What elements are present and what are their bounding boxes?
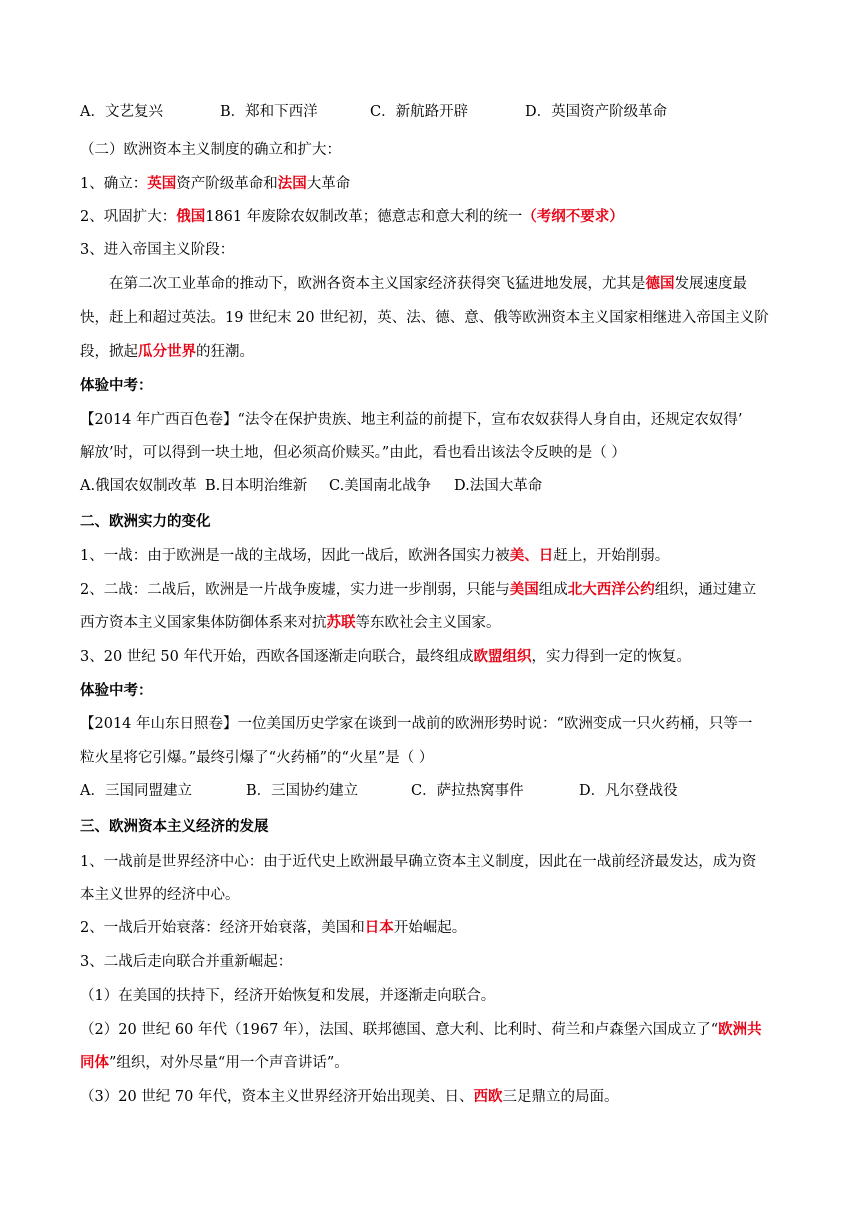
option-a: A．文艺复兴 — [80, 104, 163, 120]
question-text: 【2014 年广西百色卷】“法令在保护贵族、地主利益的前提下，宣布农奴获得人身自由，还规定农奴得’ — [80, 412, 743, 428]
highlight: 俄国 — [176, 208, 206, 225]
question-options — [80, 781, 678, 801]
text-line: 1、一战前是世界经济中心：由于近代史上欧洲最早确立资本主义制度，因此在一战前经济最发达，成为资 — [80, 854, 757, 870]
option-d: D．英国资产阶级革命 — [525, 104, 668, 120]
option-a: A.俄国农奴制改革 — [80, 478, 197, 494]
paragraph-line — [80, 342, 254, 362]
option-d: D.法国大革命 — [454, 478, 543, 494]
text: 组成 — [538, 582, 568, 598]
text-line: 3、进入帝国主义阶段： — [80, 242, 235, 258]
text: 发展速度最 — [674, 276, 747, 292]
option-a: A．三国同盟建立 — [80, 783, 192, 799]
text: （3）20 世纪 70 年代，资本主义世界经济开始出现美、日、 — [80, 1089, 474, 1105]
text-line — [80, 647, 691, 667]
highlight: 西欧 — [473, 1088, 503, 1105]
text-line — [80, 174, 350, 194]
option-c: C．萨拉热窝事件 — [411, 783, 524, 799]
text-line: 本主义世界的经济中心。 — [80, 887, 240, 903]
option-c: C．新航路开辟 — [370, 104, 469, 120]
option-b: B．郑和下西洋 — [220, 104, 318, 120]
text: 开始崛起。 — [393, 920, 467, 936]
highlight: 欧洲共 — [718, 1021, 762, 1038]
exam-heading: 体验中考： — [80, 377, 153, 394]
highlight: 德国 — [645, 275, 675, 292]
section-title: 二、欧洲实力的变化 — [80, 513, 211, 530]
paragraph-line: 快，赶上和超过英法。19 世纪末 20 世纪初，英、法、德、意、俄等欧洲资本主义国家相继进入帝国主义阶 — [80, 310, 769, 326]
option-c: C.美国南北战争 — [329, 478, 432, 494]
text: 1、一战：由于欧洲是一战的主战场，因此一战后，欧洲各国实力被 — [80, 548, 510, 564]
option-b: B．三国协约建立 — [246, 783, 359, 799]
text: 的狂潮。 — [196, 344, 254, 360]
text: 等东欧社会主义国家。 — [355, 615, 501, 631]
highlight: 法国 — [277, 175, 307, 192]
text: ，实力得到一定的恢复。 — [531, 649, 691, 665]
text-line — [80, 207, 624, 227]
exam-heading: 体验中考： — [80, 682, 153, 699]
highlight: （考纲不要求） — [522, 208, 624, 225]
highlight: 同体 — [80, 1054, 109, 1071]
text-line — [80, 1087, 618, 1107]
text: （2）20 世纪 60 年代（1967 年），法国、联邦德国、意大利、比利时、荷兰和卢森堡六国成立了“ — [80, 1022, 719, 1038]
text-line — [80, 1020, 762, 1040]
question-text: 粒火星将它引爆。”最终引爆了“火药桶”的“火星”是（ ） — [80, 750, 434, 766]
question-options — [80, 102, 667, 122]
text: 组织，通过建立 — [654, 582, 757, 598]
option-d: D．凡尔登战役 — [579, 783, 678, 799]
question-options — [80, 476, 542, 496]
highlight: 瓜分世界 — [138, 343, 196, 360]
text: 2、二战：二战后，欧洲是一片战争废墟，实力进一步削弱，只能与 — [80, 582, 510, 598]
text: 大革命 — [306, 176, 351, 192]
highlight: 苏联 — [326, 614, 356, 631]
text: 西方资本主义国家集体防御体系来对抗 — [80, 615, 327, 631]
text: 1、确立： — [80, 176, 148, 192]
highlight: 美国 — [509, 581, 539, 598]
section-title: 三、欧洲资本主义经济的发展 — [80, 818, 269, 835]
text: 段，掀起 — [80, 344, 138, 360]
text: 2、一战后开始衰落：经济开始衰落，美国和 — [80, 920, 365, 936]
text: 3、20 世纪 50 年代开始，西欧各国逐渐走向联合，最终组成 — [80, 649, 474, 665]
highlight: 欧盟组织 — [473, 648, 532, 665]
text: 1861 年废除农奴制改革；德意志和意大利的统一 — [205, 209, 523, 225]
text: 三足鼎立的局面。 — [502, 1089, 619, 1105]
highlight: 日本 — [364, 919, 394, 936]
question-text: 解放’时，可以得到一块土地，但必须高价赎买。”由此，看也看出该法令反映的是（ ） — [80, 445, 626, 461]
text: 2、巩固扩大： — [80, 209, 177, 225]
question-text: 【2014 年山东日照卷】一位美国历史学家在谈到一战前的欧洲形势时说：“欧洲变成一只火药桶，只等一 — [80, 716, 753, 732]
option-b: B.日本明治维新 — [205, 478, 308, 494]
text-line: （1）在美国的扶持下，经济开始恢复和发展，并逐渐走向联合。 — [80, 988, 496, 1004]
text: 在第二次工业革命的推动下，欧洲各资本主义国家经济获得突飞猛进地发展，尤其是 — [109, 276, 646, 292]
highlight: 英国 — [147, 175, 177, 192]
text-line — [80, 918, 466, 938]
text-line — [80, 580, 756, 600]
text: ”组织，对外尽量“用一个声音讲话”。 — [109, 1055, 349, 1071]
paragraph-line — [109, 274, 747, 294]
text: 资产阶级革命和 — [176, 176, 278, 192]
text-line — [80, 613, 501, 633]
section-subtitle: （二）欧洲资本主义制度的确立和扩大： — [80, 142, 341, 158]
text: 赶上，开始削弱。 — [553, 548, 670, 564]
highlight: 北大西洋公约 — [567, 581, 655, 598]
text-line — [80, 546, 669, 566]
text-line — [80, 1053, 349, 1073]
highlight: 美、日 — [509, 547, 554, 564]
text-line: 3、二战后走向联合并重新崛起： — [80, 954, 293, 970]
